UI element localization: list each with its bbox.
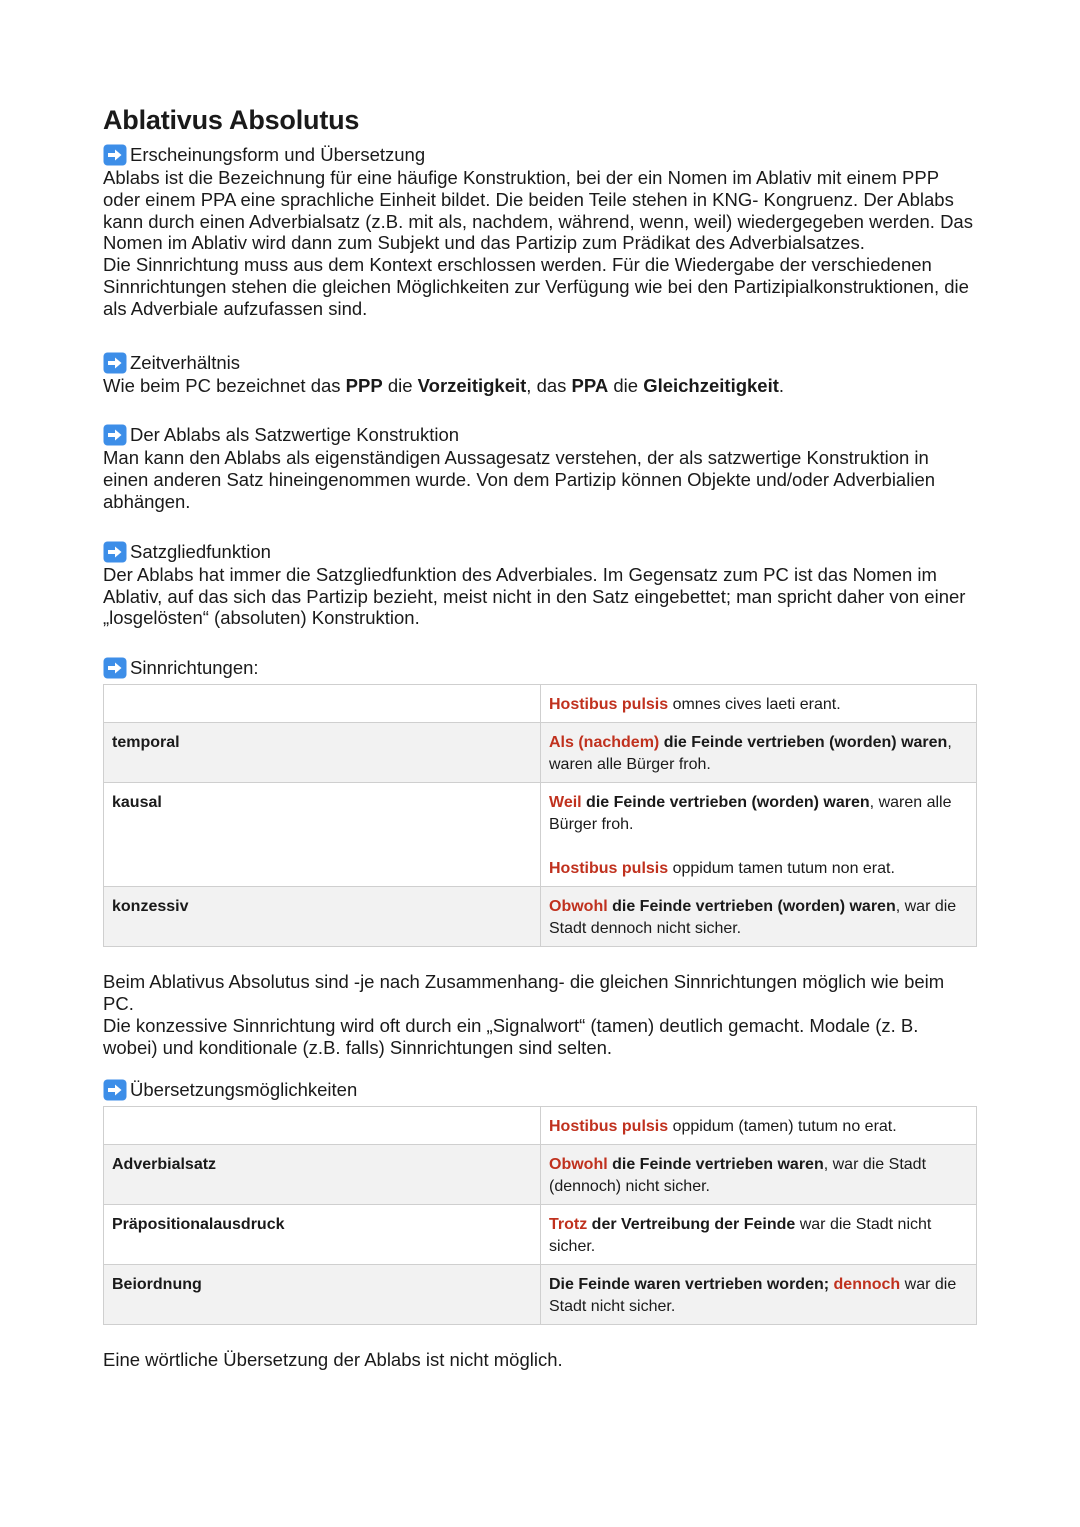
section-heading-text: Zeitverhältnis bbox=[130, 351, 241, 373]
table-cell: Beiordnung bbox=[104, 1265, 541, 1325]
section-heading-satzwertig bbox=[103, 423, 977, 447]
table-cell: Obwohl die Feinde vertrieben waren, war die Stadt (dennoch) nicht sicher. bbox=[541, 1145, 977, 1205]
document bbox=[103, 104, 977, 1371]
table-cell bbox=[104, 1107, 541, 1145]
table-cell: Obwohl die Feinde vertrieben (worden) waren, war die Stadt dennoch nicht sicher. bbox=[541, 887, 977, 947]
section-heading-erscheinung bbox=[103, 143, 977, 167]
table-cell: Adverbialsatz bbox=[104, 1145, 541, 1205]
table-cell: konzessiv bbox=[104, 887, 541, 947]
table-row bbox=[104, 685, 977, 723]
section-heading-text: Der Ablabs als Satzwertige Konstruktion bbox=[130, 424, 460, 446]
arrow-right-icon bbox=[103, 424, 127, 446]
section-heading-text: Satzgliedfunktion bbox=[130, 540, 271, 562]
footer-note: Eine wörtliche Übersetzung der Ablabs ist nicht möglich. bbox=[103, 1349, 563, 1371]
table-cell: Als (nachdem) die Feinde vertrieben (worden) waren, waren alle Bürger froh. bbox=[541, 723, 977, 783]
table-row bbox=[104, 1145, 977, 1205]
section-heading-zeit bbox=[103, 351, 977, 375]
uebersetzung-table bbox=[103, 1106, 977, 1325]
arrow-right-icon bbox=[103, 352, 127, 374]
paragraph-zeit: Wie beim PC bezeichnet das PPP die Vorzeitigkeit, das PPA die Gleichzeitigkeit. bbox=[103, 374, 785, 396]
table-cell: Hostibus pulsis omnes cives laeti erant. bbox=[541, 685, 977, 723]
table-cell: Weil die Feinde vertrieben (worden) waren, waren alle Bürger froh. Hostibus pulsis oppidum tamen tutum non erat. bbox=[541, 783, 977, 887]
section-heading-text: Erscheinungsform und Übersetzung bbox=[130, 144, 426, 165]
table-cell: Präpositionalausdruck bbox=[104, 1205, 541, 1265]
page-title: Ablativus Absolutus bbox=[103, 105, 360, 135]
table-row bbox=[104, 1265, 977, 1325]
paragraph-erscheinung-2: Die Sinnrichtung muss aus dem Kontext erschlossen werden. Für die Wiedergabe der verschiedenen Sinnrichtungen stehen die gleichen Möglichkeiten zur Verfügung wie bei den Partizipialkonstruktionen, die als Adverbiale aufzufassen sind. bbox=[103, 254, 969, 319]
table-row bbox=[104, 1107, 977, 1145]
table-cell: Trotz der Vertreibung der Feinde war die Stadt nicht sicher. bbox=[541, 1205, 977, 1265]
arrow-right-icon bbox=[103, 1079, 127, 1101]
arrow-right-icon bbox=[103, 657, 127, 679]
table-row bbox=[104, 1205, 977, 1265]
table-cell: temporal bbox=[104, 723, 541, 783]
section-heading-text: Sinnrichtungen: bbox=[130, 657, 259, 679]
section-heading-text: Übersetzungsmöglichkeiten bbox=[130, 1079, 358, 1101]
table-cell bbox=[104, 685, 541, 723]
table-cell: kausal bbox=[104, 783, 541, 887]
paragraph-sinn-1: Beim Ablativus Absolutus sind -je nach Zusammenhang- die gleichen Sinnrichtungen möglich wie beim PC. bbox=[103, 971, 945, 1014]
table-row bbox=[104, 723, 977, 783]
arrow-right-icon bbox=[103, 144, 127, 166]
arrow-right-icon bbox=[103, 541, 127, 563]
table-cell: Hostibus pulsis oppidum (tamen) tutum no erat. bbox=[541, 1107, 977, 1145]
table-row bbox=[104, 783, 977, 887]
sinnrichtungen-table bbox=[103, 684, 977, 947]
section-heading-sinn bbox=[103, 656, 977, 680]
table-cell: Die Feinde waren vertrieben worden; dennoch war die Stadt nicht sicher. bbox=[541, 1265, 977, 1325]
section-heading-satzglied bbox=[103, 540, 977, 564]
section-heading-uebersetzung bbox=[103, 1078, 977, 1102]
paragraph-satzwertig: Man kann den Ablabs als eigenständigen Aussagesatz verstehen, der als satzwertige Konstruktion in einen anderen Satz hineingenommen wurde. Von dem Partizip können Objekte und/oder Adverbialien abhängen. bbox=[103, 447, 936, 512]
paragraph-erscheinung-1: Ablabs ist die Bezeichnung für eine häufige Konstruktion, bei der ein Nomen im Ablativ mit einem PPP oder einem PPA eine sprachliche Einheit bildet. Die beiden Teile stehen in KNG- Kongruenz. Der Ablabs kann durch einen Adverbialsatz (z.B. mit als, nachdem, während, wenn, weil) wiedergegeben werden. Das Nomen im Ablativ wird dann zum Subjekt und das Partizip zum Prädikat des Adverbialsatzes. bbox=[103, 167, 973, 254]
paragraph-satzglied: Der Ablabs hat immer die Satzgliedfunktion des Adverbiales. Im Gegensatz zum PC ist das Nomen im Ablativ, auf das sich das Partizip bezieht, meist nicht in den Satz eingebettet; man spricht daher von einer „losgelösten“ (absoluten) Konstruktion. bbox=[103, 563, 966, 629]
paragraph-sinn-2: Die konzessive Sinnrichtung wird oft durch ein „Signalwort“ (tamen) deutlich gemacht. Modale (z. B. wobei) und konditionale (z.B. falls) Sinnrichtungen sind selten. bbox=[103, 1014, 919, 1058]
table-row bbox=[104, 887, 977, 947]
